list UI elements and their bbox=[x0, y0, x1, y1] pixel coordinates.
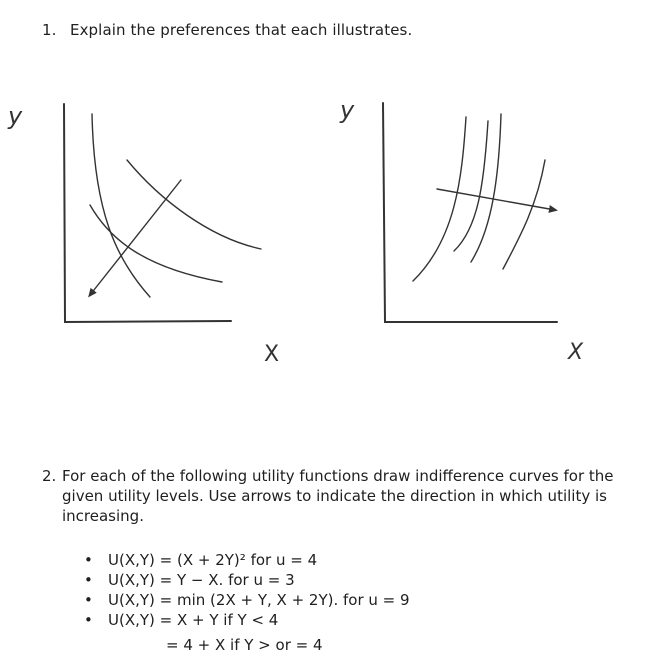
graph-right-curve-3 bbox=[471, 114, 501, 262]
list-item-text: U(X,Y) = (X + 2Y)² for u = 4 bbox=[108, 551, 318, 569]
graph-right-curve-1 bbox=[413, 117, 466, 281]
bullet-marker: • bbox=[84, 551, 93, 569]
question-1-number: 1. bbox=[42, 21, 57, 39]
list-item bbox=[84, 590, 410, 610]
graph-right bbox=[339, 96, 584, 365]
bullet-marker: • bbox=[84, 571, 93, 589]
graph-left-x-label: X bbox=[264, 342, 280, 367]
question-2-text: For each of the following utility functions draw indifference curves for the given utility levels. Use arrows to indicate the direction in which utility is increasing. bbox=[62, 467, 614, 525]
list-item bbox=[84, 550, 410, 570]
question-2 bbox=[42, 466, 632, 526]
graph-left-curve-1 bbox=[92, 114, 150, 297]
graph-right-curve-4 bbox=[503, 160, 545, 269]
graph-left-arrow bbox=[90, 180, 181, 295]
graph-right-x-label: X bbox=[568, 340, 584, 365]
list-item-text: U(X,Y) = Y − X. for u = 3 bbox=[108, 571, 295, 589]
utility-function-list bbox=[84, 550, 410, 630]
bullet-marker: • bbox=[84, 611, 93, 629]
graph-left-y-label: y bbox=[8, 102, 23, 130]
list-item-text: U(X,Y) = min (2X + Y, X + 2Y). for u = 9 bbox=[108, 591, 410, 609]
list-item-text: U(X,Y) = X + Y if Y < 4 bbox=[108, 611, 279, 629]
graph-right-y-label: y bbox=[340, 96, 355, 124]
question-1-text: Explain the preferences that each illustrates. bbox=[70, 21, 413, 39]
graph-left-axes bbox=[64, 104, 231, 322]
list-item-continuation: = 4 + X if Y > or = 4 bbox=[166, 636, 323, 654]
graph-left-curve-2 bbox=[127, 160, 261, 249]
graph-left bbox=[7, 102, 279, 367]
list-item bbox=[84, 610, 410, 630]
list-item bbox=[84, 570, 410, 590]
question-2-number: 2. bbox=[42, 467, 57, 485]
bullet-marker: • bbox=[84, 591, 93, 609]
